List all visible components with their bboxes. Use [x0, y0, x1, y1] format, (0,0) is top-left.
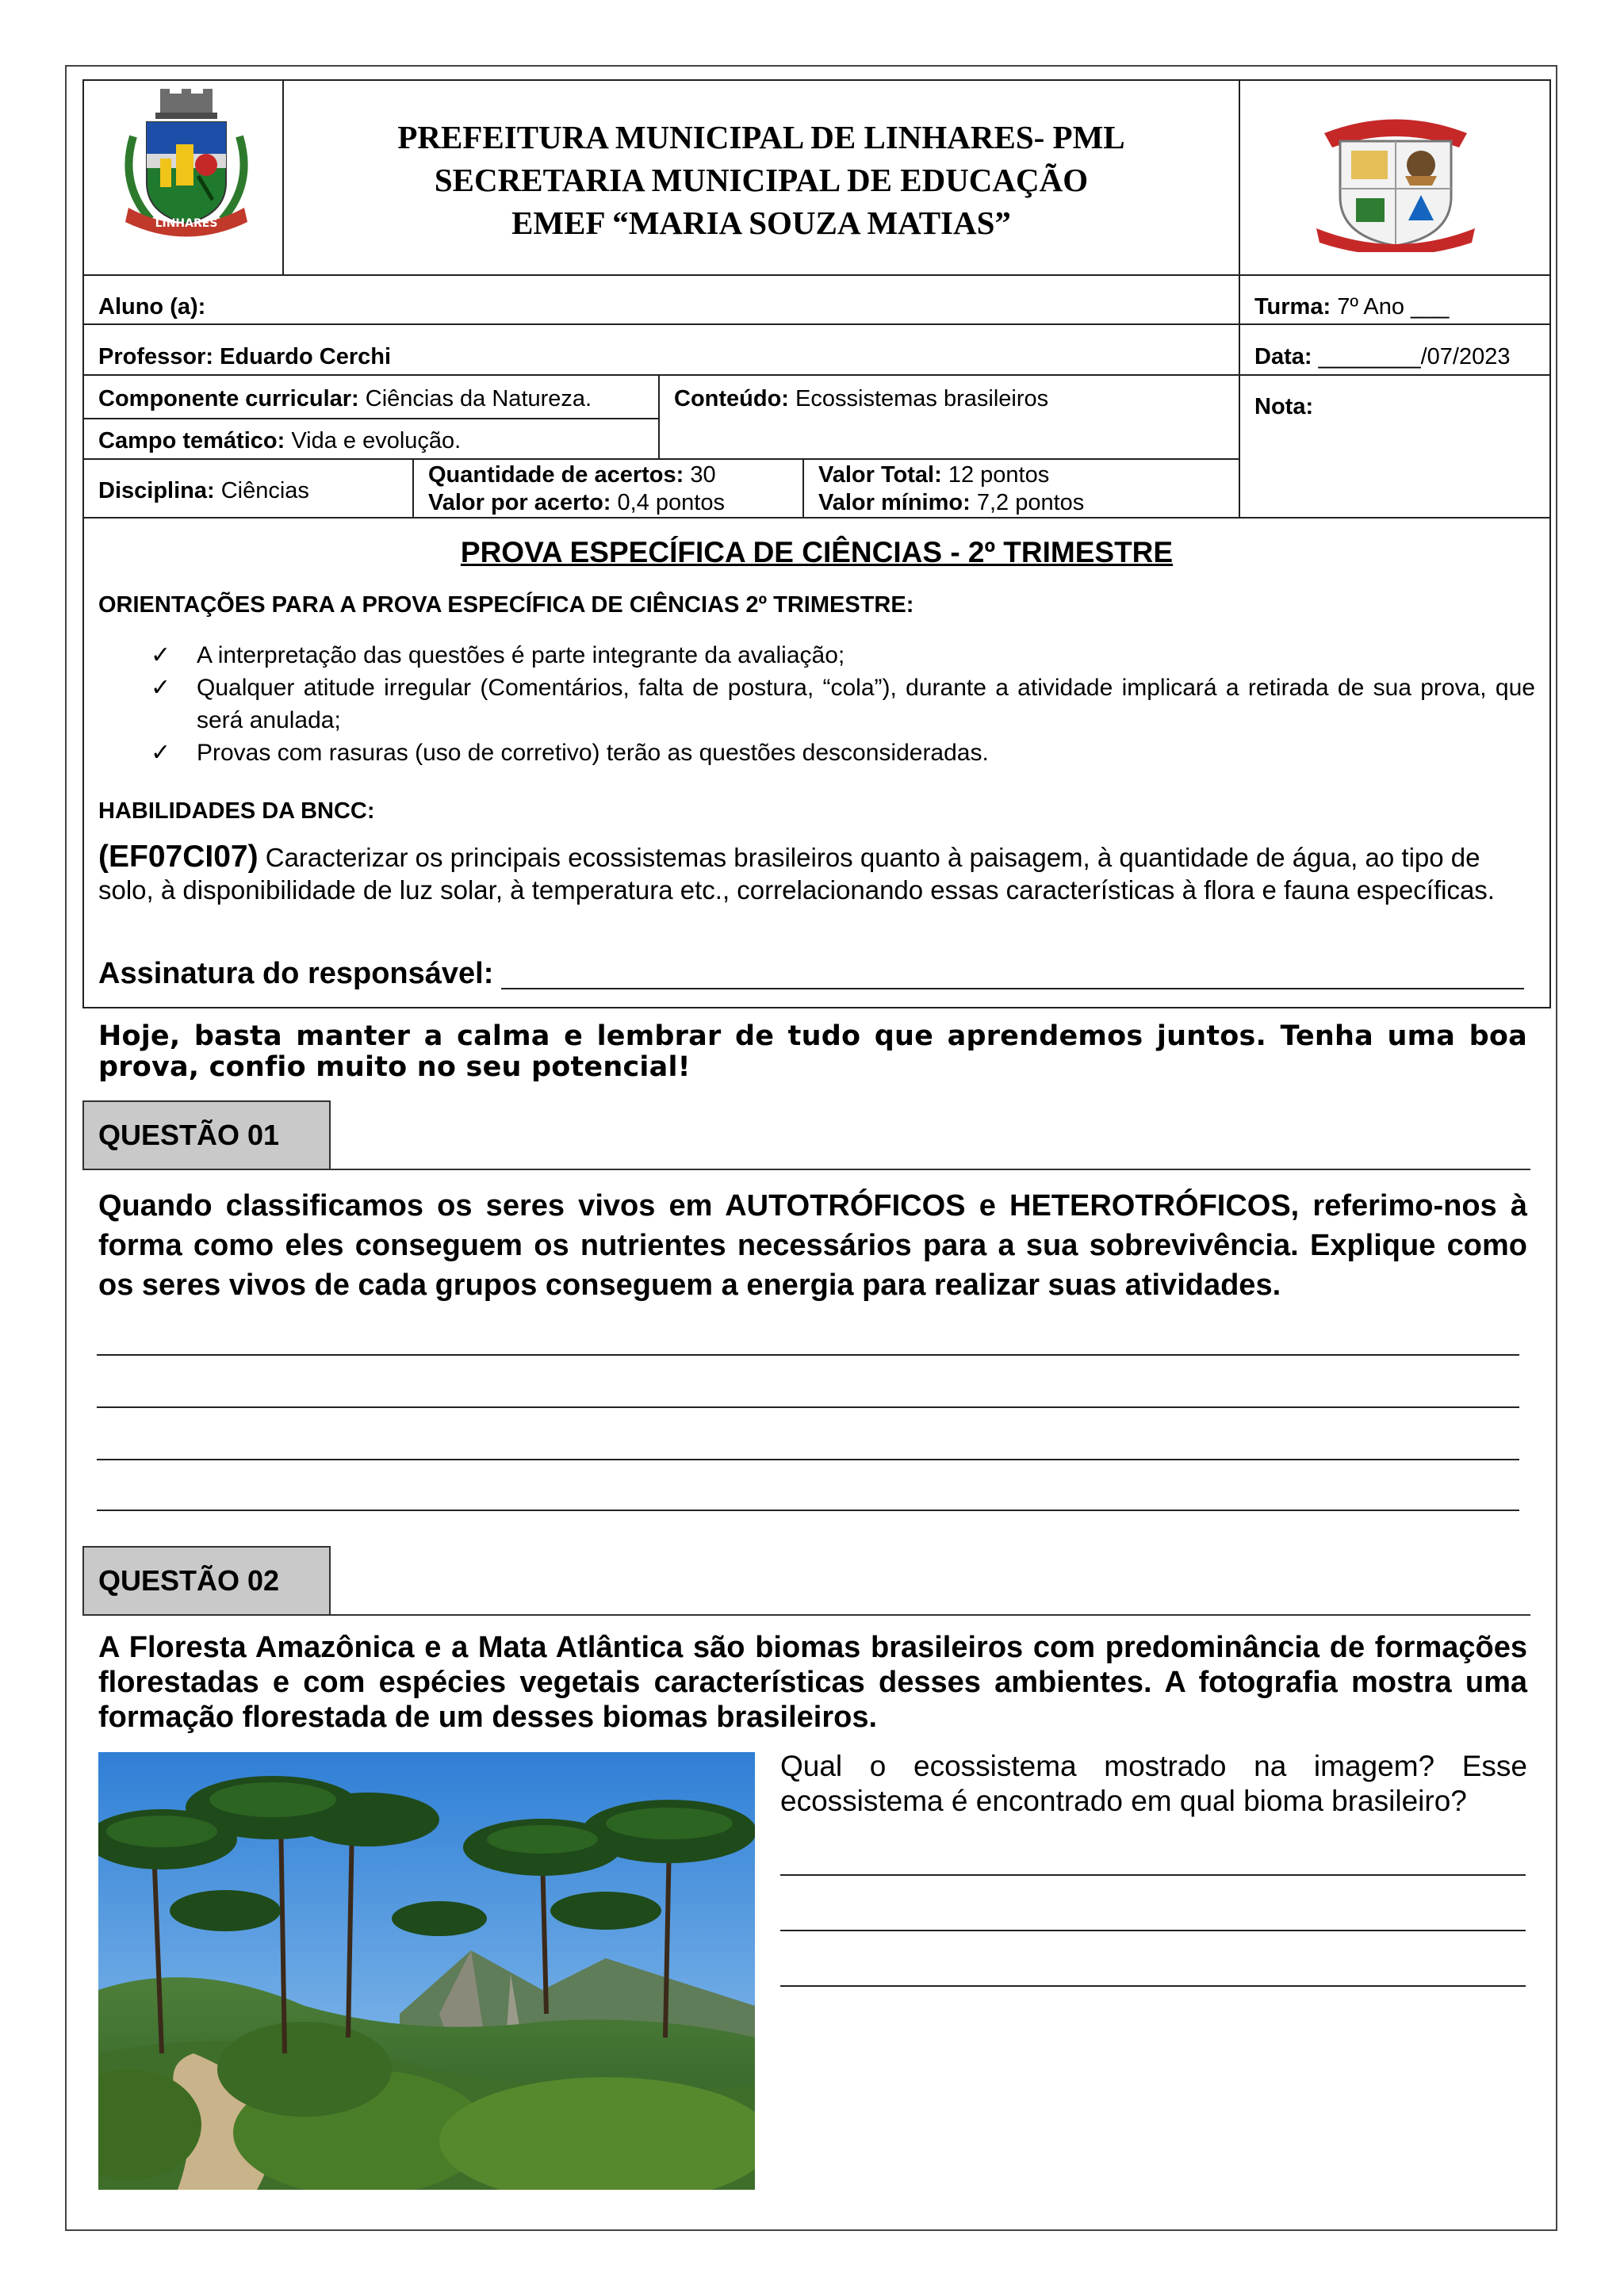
question-02-side-question: Qual o ecossistema mostrado na imagem? Esse ecossistema é encontrado em qual bioma brasileiro?	[780, 1750, 1527, 1817]
question-02-tab: QUESTÃO 02	[82, 1546, 331, 1616]
answer-line[interactable]	[780, 1874, 1526, 1876]
conteudo-field: Conteúdo: Ecossistemas brasileiros	[674, 386, 1049, 411]
answer-line[interactable]	[97, 1510, 1519, 1511]
valor-total: Valor Total: 12 pontos	[818, 462, 1050, 488]
turma-field[interactable]: Turma: 7º Ano ___	[1254, 294, 1450, 320]
disciplina-field: Disciplina: Ciências	[98, 478, 309, 503]
valor-por-acerto: Valor por acerto: 0,4 pontos	[428, 490, 725, 515]
campo-field: Campo temático: Vida e evolução.	[98, 428, 462, 453]
answer-line[interactable]	[97, 1406, 1519, 1408]
assinatura-line[interactable]	[501, 988, 1524, 989]
valor-minimo: Valor mínimo: 7,2 pontos	[818, 490, 1085, 515]
componente-field: Componente curricular: Ciências da Natureza.	[98, 386, 592, 411]
question-01-tab: QUESTÃO 01	[82, 1100, 331, 1170]
svg-text:LINHARES: LINHARES	[155, 217, 218, 230]
question-02-text: A Floresta Amazônica e a Mata Atlântica são biomas brasileiros com predominância de formações florestadas e com espécies vegetais características desses ambientes. A fotografia mostra uma formação florestada de um desses biomas brasileiros.	[98, 1631, 1527, 1734]
professor-field: Professor: Eduardo Cerchi	[98, 344, 392, 369]
answer-line[interactable]	[97, 1459, 1519, 1460]
orientacoes-title: ORIENTAÇÕES PARA A PROVA ESPECÍFICA DE CIÊNCIAS 2º TRIMESTRE:	[98, 592, 914, 618]
checkmark-icon: ✓	[151, 674, 171, 702]
checkmark-icon: ✓	[151, 739, 171, 767]
orientacao-item: ✓ A interpretação das questões é parte integrante da avaliação;	[151, 639, 1535, 672]
orientacoes-list	[151, 639, 1535, 769]
data-field[interactable]: Data: ________/07/2023	[1254, 344, 1511, 369]
header-title	[285, 116, 1237, 244]
orientacao-item: ✓ Provas com rasuras (uso de corretivo) terão as questões desconsideradas.	[151, 737, 1535, 769]
assinatura-label: Assinatura do responsável:	[98, 957, 494, 990]
motivational-message: Hoje, basta manter a calma e lembrar de tudo que aprendemos juntos. Tenha uma boa prova, confio muito no seu potencial!	[98, 1020, 1527, 1083]
orientacao-item: ✓ Qualquer atitude irregular (Comentários, falta de postura, “cola”), durante a atividade implicará a retirada de sua prova, que será anulada;	[151, 672, 1535, 737]
araucaria-forest-photo	[98, 1752, 755, 2190]
habilidade-code: (EF07CI07)	[98, 840, 259, 874]
linhares-coat-of-arms-logo	[111, 89, 262, 239]
quantidade-acertos: Quantidade de acertos: 30	[428, 462, 716, 488]
habilidades-title: HABILIDADES DA BNCC:	[98, 798, 375, 824]
header-line-1: PREFEITURA MUNICIPAL DE LINHARES- PML	[397, 119, 1125, 155]
answer-line[interactable]	[780, 1985, 1526, 1987]
answer-line[interactable]	[97, 1354, 1519, 1356]
question-01-rule	[330, 1169, 1530, 1170]
header-line-2: SECRETARIA MUNICIPAL DE EDUCAÇÃO	[434, 162, 1089, 198]
nota-field[interactable]: Nota:	[1254, 394, 1314, 419]
habilidade-description: (EF07CI07) Caracterizar os principais ecossistemas brasileiros quanto à paisagem, à quantidade de água, ao tipo de solo, à disponibilidade de luz solar, à temperatura etc., correlacionando essas características à flora e fauna específicas.	[98, 840, 1495, 905]
aluno-field[interactable]: Aluno (a):	[98, 294, 206, 320]
school-emblem-logo	[1316, 109, 1475, 252]
header-line-3: EMEF “MARIA SOUZA MATIAS”	[511, 205, 1011, 241]
question-02-rule	[330, 1614, 1530, 1616]
question-01-text: Quando classificamos os seres vivos em AUTOTRÓFICOS e HETEROTRÓFICOS, referimo-nos à forma como eles conseguem os nutrientes necessários para a sua sobrevivência. Explique como os seres vivos de cada grupos conseguem a energia para realizar suas atividades.	[98, 1189, 1527, 1302]
exam-title: PROVA ESPECÍFICA DE CIÊNCIAS - 2º TRIMESTRE	[460, 536, 1174, 568]
answer-line[interactable]	[780, 1930, 1526, 1931]
checkmark-icon: ✓	[151, 641, 171, 669]
